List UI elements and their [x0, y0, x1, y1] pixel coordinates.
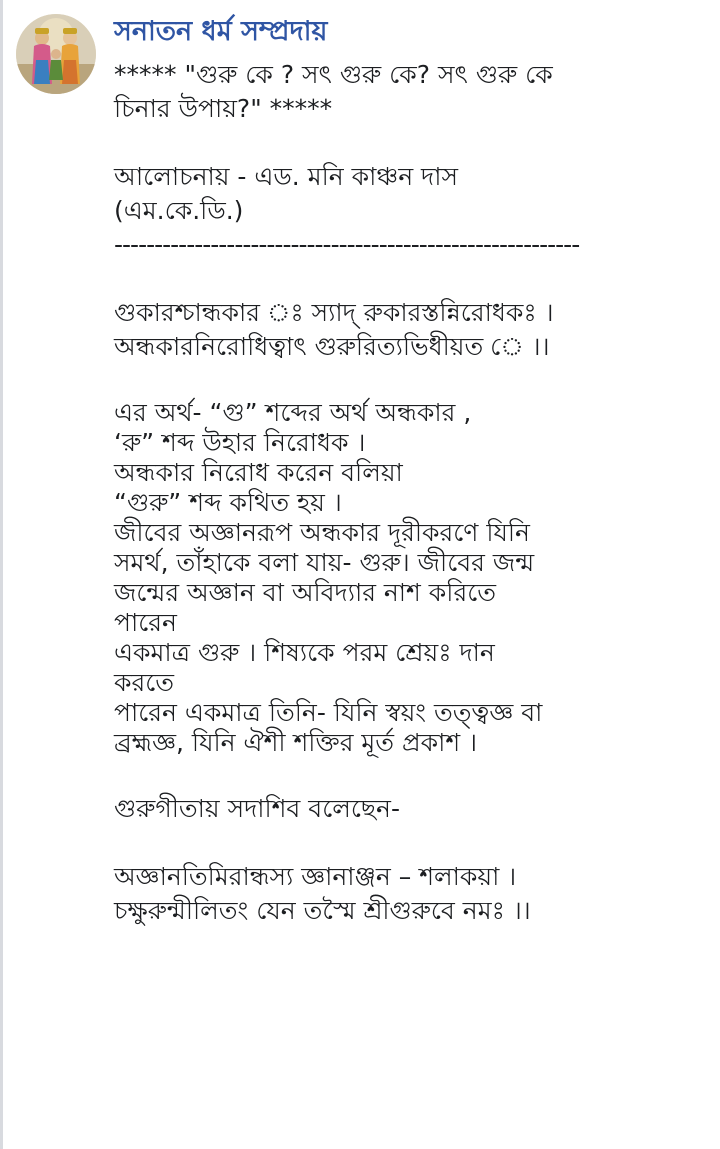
post-line: চিনার উপায়?" ***** [114, 94, 333, 123]
post-line: সমর্থ, তাঁহাকে বলা যায়- গুরু। জীবের জন্ম [114, 548, 535, 577]
post-line: “গুরু” শব্দ কথিত হয় । [114, 488, 342, 517]
post-line: ***** "গুরু কে ? সৎ গুরু কে? সৎ গুরু কে [114, 60, 553, 89]
post-line: গুরুগীতায় সদাশিব বলেছেন- [114, 794, 401, 823]
post-line: ব্রহ্মজ্ঞ, যিনি ঐশী শক্তির মূর্ত প্রকাশ । [114, 728, 478, 757]
post-line: গুকারশ্চান্ধকার ঃ স্যাদ্ রুকারস্তন্নিরোধকঃ । [114, 298, 554, 327]
deity-group-avatar-icon [16, 14, 96, 94]
post-line: একমাত্র গুরু । শিষ্যকে পরম শ্রেয়ঃ দান [114, 638, 495, 667]
post-line: জন্মের অজ্ঞান বা অবিদ্যার নাশ করিতে [114, 578, 496, 607]
left-border [0, 0, 3, 1149]
post-line: অন্ধকারনিরোধিত্বাৎ গুরুরিত্যভিধীয়ত ে ।। [114, 332, 550, 361]
post-line: (এম.কে.ডি.) [114, 196, 244, 225]
post-line: পারেন একমাত্র তিনি- যিনি স্বয়ং তত্ত্বজ্ঞ বা [114, 698, 543, 727]
post-line: অজ্ঞানতিমিরান্ধস্য জ্ঞানাঞ্জন – শলাকয়া । [114, 862, 517, 891]
post-line [114, 364, 710, 398]
post-line: এর অর্থ- “গু” শব্দের অর্থ অন্ধকার , [114, 398, 472, 427]
post-line [114, 262, 710, 296]
post-line: ‘রু” শব্দ উহার নিরোধক । [114, 428, 366, 457]
post-divider-line: ---------------------------------------------------------- [114, 230, 580, 259]
post-line: অন্ধকার নিরোধ করেন বলিয়া [114, 458, 403, 487]
post-line: জীবের অজ্ঞানরূপ অন্ধকার দূরীকরণে যিনি [114, 518, 530, 547]
post-line [114, 758, 710, 792]
group-avatar[interactable] [16, 14, 96, 94]
post-line: আলোচনায় - এড. মনি কাঞ্চন দাস [114, 162, 458, 191]
post-line: চক্ষুরুন্মীলিতং যেন তস্মৈ শ্রীগুরুবে নমঃ ।। [114, 896, 531, 925]
post-line: পারেন [114, 608, 177, 637]
post-text [114, 58, 710, 928]
post-line: করতে [114, 668, 175, 697]
post-line [114, 126, 710, 160]
post-line [114, 826, 710, 860]
group-name-link[interactable]: সনাতন ধর্ম সম্প্রদায় [114, 16, 328, 47]
